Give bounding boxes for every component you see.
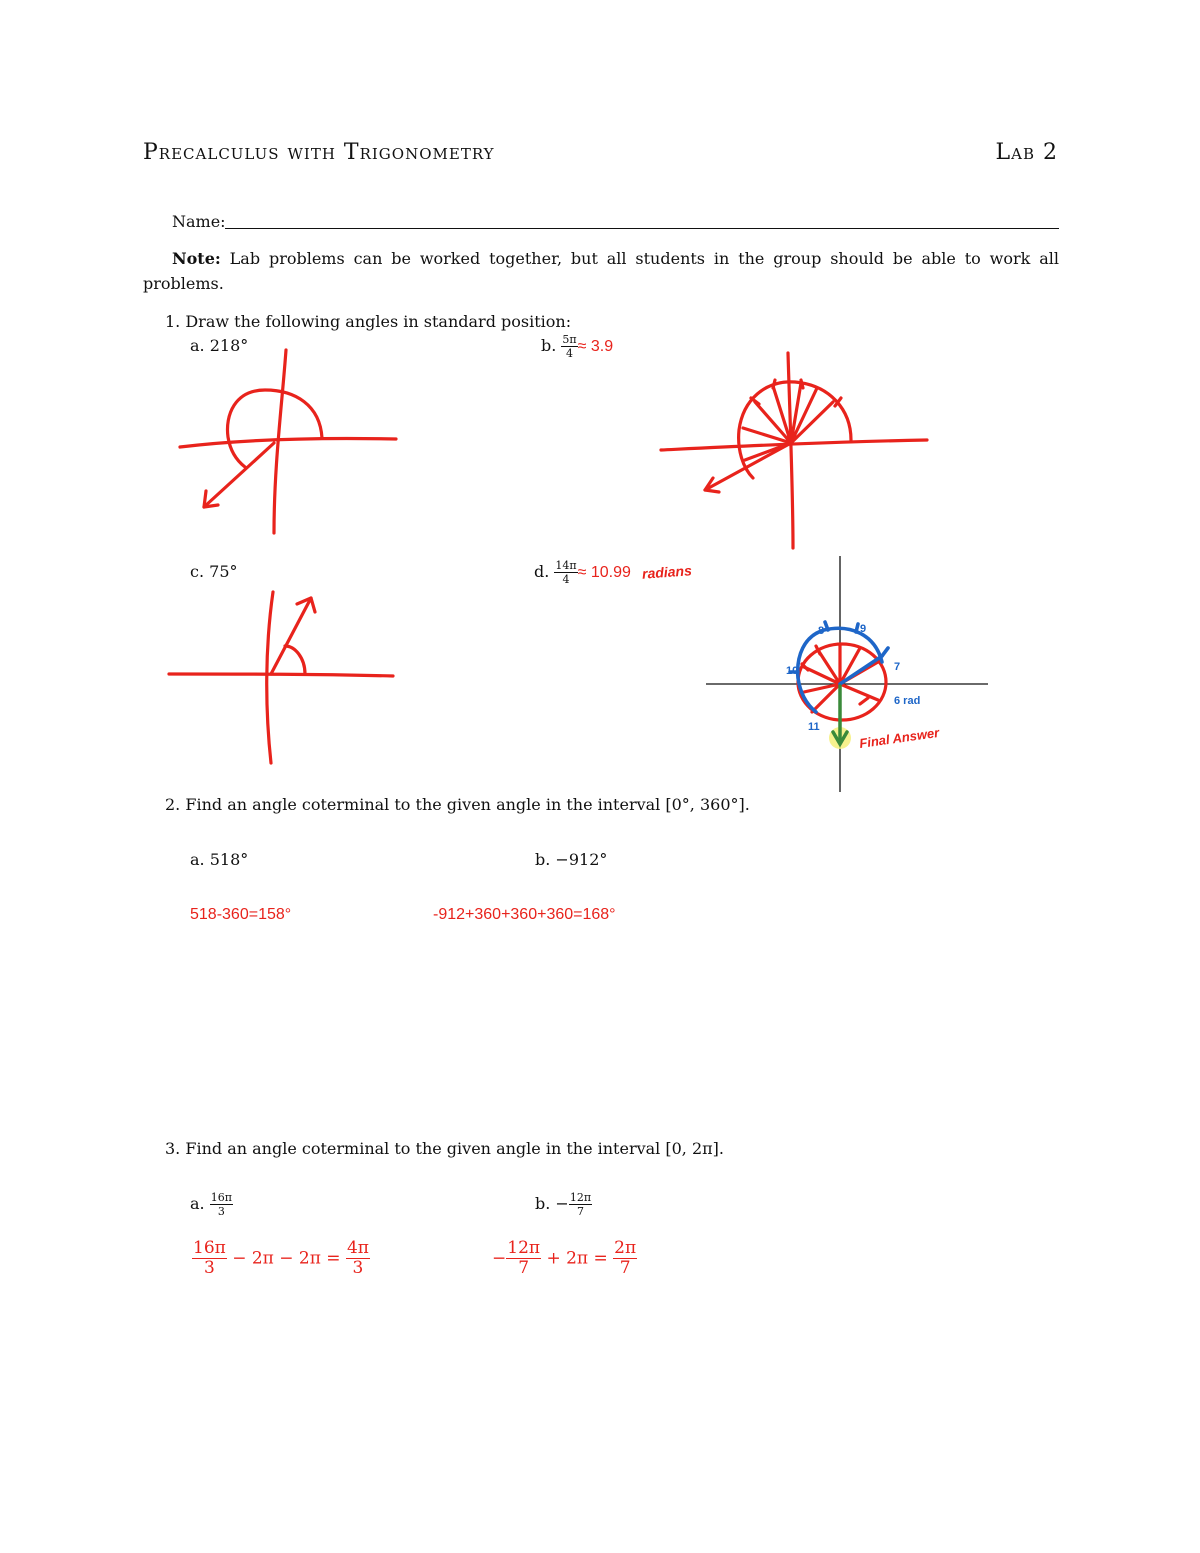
sketch-1c-y-axis [267,592,273,763]
problem3a-label: a. $\frac{16\pi}{3}$ [190,1191,232,1218]
sketch-1c-x-axis [169,674,393,676]
problem2a-label: a. 518° [190,850,249,869]
note-paragraph [143,246,1059,296]
sketch-1c-arc [285,646,305,674]
problem3b-label: b. − $\frac{12\pi}{7}$ [535,1191,592,1218]
note-text: Lab problems can be worked together, but all students in the group should be able to work all problems. [143,249,1059,293]
problem3b-answer-fraction1: $\frac{12\pi}{7}$ [507,1238,541,1278]
sketch-1a-terminal-ray [204,443,274,507]
sketch-1d-angle-14pi4 [700,552,995,797]
sketch-1a-angle-218 [170,345,410,540]
problem3b-answer: − $\frac{12\pi}{7}$ + 2π = $\frac{2\pi}{7}$ [492,1238,637,1278]
problem2-prompt: 2. Find an angle coterminal to the given angle in the interval [0°, 360°]. [165,795,750,814]
problem1d-label: d. $\frac{14\pi}{4}$ ≈ 10.99 radians [534,559,693,586]
problem1-prompt: 1. Draw the following angles in standard position: [165,312,572,331]
problem1d-handwritten-radians: radians [641,562,693,582]
problem1b-label: b. $\frac{5\pi}{4}$ ≈ 3.9 [541,333,614,360]
sketch-1d-label-6rad: 6 rad [894,695,921,707]
problem3a-fraction: $\frac{16\pi}{3}$ [210,1191,232,1218]
problem3a-answer: $\frac{16\pi}{3}$ − 2π − 2π = $\frac{4\pi}{3}$ [193,1238,369,1278]
sketch-1d-label-7: 7 [894,661,901,673]
sketch-1d-label-8: 8 [818,625,825,637]
problem3b-fraction: $\frac{12\pi}{7}$ [569,1191,592,1218]
lab-label: Lab 2 [995,140,1058,165]
problem1b-fraction: $\frac{5\pi}{4}$ [562,333,577,360]
sketch-1c-terminal-ray [271,598,311,674]
problem1c-label: c. 75° [190,562,238,581]
problem1b-answer: ≈ 3.9 [577,338,614,355]
problem3a-answer-fraction1: $\frac{16\pi}{3}$ [193,1238,226,1278]
sketch-1d-label-9: 9 [860,623,867,635]
problem1d-answer: ≈ 10.99 [577,564,631,581]
note-label: Note: [172,249,221,268]
sketch-1a-y-axis [274,350,286,533]
sketch-1a-arc [227,390,322,467]
problem3-prompt: 3. Find an angle coterminal to the given angle in the interval [0, 2π]. [165,1139,724,1158]
problem2a-answer: 518-360=158° [190,906,292,923]
course-title: Precalculus with Trigonometry [143,140,495,165]
name-field-line[interactable] [225,228,1059,229]
sketch-1b-angle-5pi4 [655,350,940,555]
name-label: Name: [172,212,226,231]
problem1d-fraction: $\frac{14\pi}{4}$ [555,559,577,586]
problem2b-answer: -912+360+360+360=168° [433,906,616,923]
sketch-1b-terminal-ray [705,443,791,490]
sketch-1d-label-11: 11 [808,721,820,733]
sketch-1d-label-10: 10 [786,665,799,677]
problem2b-label: b. −912° [535,850,608,869]
problem3a-answer-fraction2: $\frac{4\pi}{3}$ [346,1238,369,1278]
sketch-1d-final-answer: Final Answer [858,724,941,751]
problem1a-label: a. 218° [190,336,249,355]
problem3b-answer-fraction2: $\frac{2\pi}{7}$ [614,1238,637,1278]
sketch-1c-angle-75 [165,588,400,768]
sketch-1a-x-axis [180,438,396,447]
